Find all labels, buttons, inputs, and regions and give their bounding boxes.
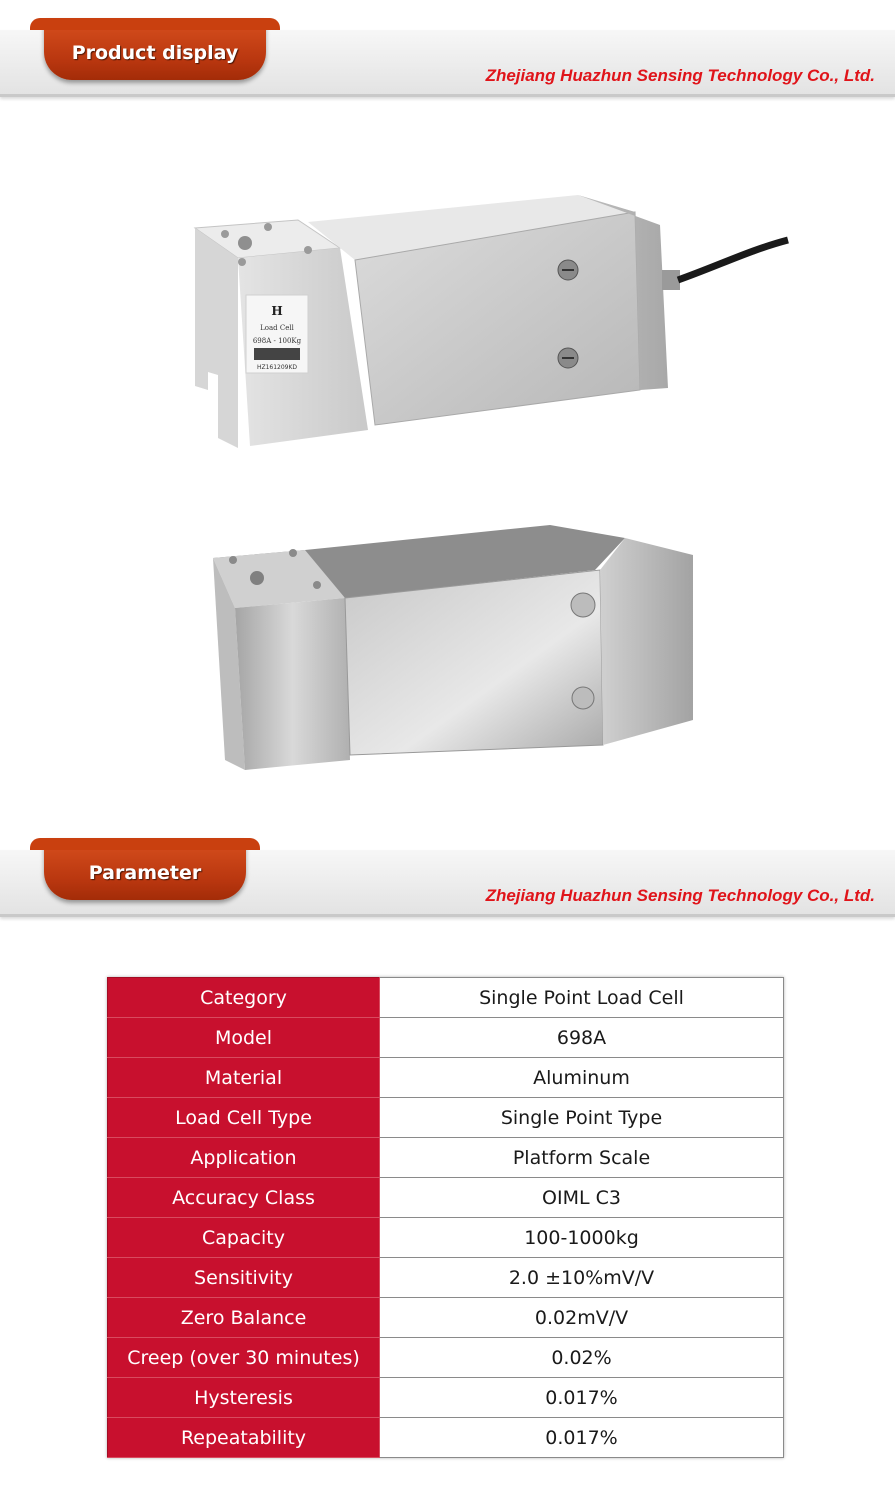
table-row [108,1218,784,1258]
product-display-banner [0,30,895,97]
param-key: Capacity [108,1218,380,1258]
table-row [108,1098,784,1138]
sticker-line1: Load Cell [260,324,294,332]
param-value: 0.02% [380,1338,784,1378]
table-row [108,1418,784,1458]
param-value: Single Point Load Cell [380,978,784,1018]
load-cell-photo-top [190,190,800,450]
param-key: Material [108,1058,380,1098]
table-row [108,1058,784,1098]
param-key: Creep (over 30 minutes) [108,1338,380,1378]
sticker-line2: 698A - 100Kg [252,337,302,345]
param-key: Zero Balance [108,1298,380,1338]
section-title: Product display [71,42,239,64]
load-cell-photo-bottom [205,520,700,775]
param-key: Category [108,978,380,1018]
table-row [108,978,784,1018]
param-value: Aluminum [380,1058,784,1098]
param-value: 698A [380,1018,784,1058]
sticker-serial: HZ161209KD [256,364,298,371]
table-row [108,1298,784,1338]
param-value: Platform Scale [380,1138,784,1178]
company-name: Zhejiang Huazhun Sensing Technology Co., Ltd. [485,66,875,85]
parameter-banner [0,850,895,917]
section-tab [44,838,246,900]
table-row [108,1338,784,1378]
sticker-logo: H [271,304,283,318]
param-key: Hysteresis [108,1378,380,1418]
table-row [108,1258,784,1298]
param-key: Application [108,1138,380,1178]
param-key: Model [108,1018,380,1058]
label-sticker [246,295,308,373]
param-key: Accuracy Class [108,1178,380,1218]
table-row [108,1178,784,1218]
param-value: OIML C3 [380,1178,784,1218]
param-key: Sensitivity [108,1258,380,1298]
param-key: Load Cell Type [108,1098,380,1138]
param-value: 0.017% [380,1418,784,1458]
table-row [108,1138,784,1178]
param-value: 0.02mV/V [380,1298,784,1338]
param-value: 2.0 ±10%mV/V [380,1258,784,1298]
parameter-table [107,977,784,1458]
param-value: 0.017% [380,1378,784,1418]
company-name: Zhejiang Huazhun Sensing Technology Co., Ltd. [485,886,875,905]
section-tab [44,18,266,80]
table-row [108,1378,784,1418]
param-value: Single Point Type [380,1098,784,1138]
table-row [108,1018,784,1058]
param-key: Repeatability [108,1418,380,1458]
param-value: 100-1000kg [380,1218,784,1258]
section-title: Parameter [88,862,202,884]
